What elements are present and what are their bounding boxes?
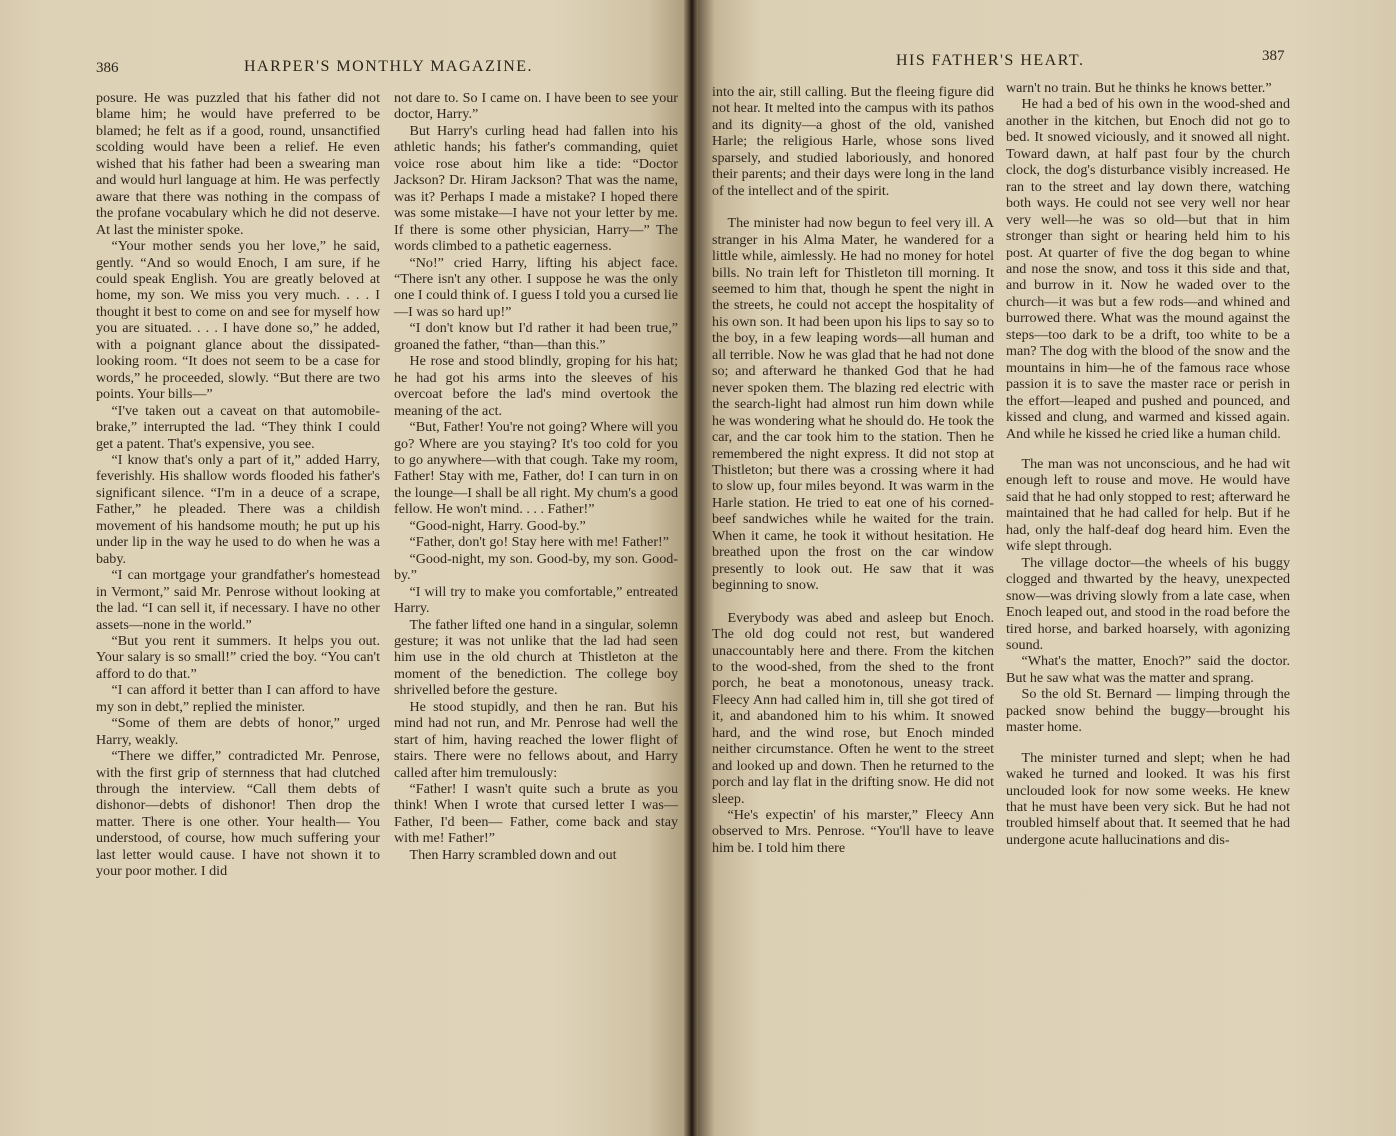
paragraph: Then Harry scrambled down and out <box>409 846 617 863</box>
paragraph: The man was not unconscious, and he had wit enough left to rouse and move. He would have said that he had only stopped to rest; afterward he maintained that he had called for help. But if he had, only the half-deaf dog heard him. Even the wife slept through. <box>1006 455 1290 555</box>
paragraph: “I can afford it better than I can afford to have my son in debt,” replied the minister. <box>96 682 380 715</box>
paragraph: not dare to. So I came on. I have been to see your doctor, Harry.” <box>394 90 678 123</box>
left-page <box>0 0 690 1136</box>
paragraph: But Harry's curling head had fallen into his athletic hands; his father's commanding, quiet voice rose about him like a tide: “Doctor Jackson? Dr. Hiram Jackson? That was the name, was it? Perhaps I made a mistake? I hoped there was some mistake—I have not your letter by me. If there is some other physician, Harry—” The words climbed to a pathetic eagerness. <box>394 122 678 255</box>
paragraph: “I will try to make you comfortable,” entreated Harry. <box>394 583 678 617</box>
book-gutter <box>684 0 698 1136</box>
paragraph: “I know that's only a part of it,” added Harry, feverishly. His shallow words flooded his father's significant silence. “I'm in a deuce of a scrape, Father,” he pleaded. There was a childish movement of his handsome mouth; he put up his under lip in the way he used to do when he was a baby. <box>96 451 380 567</box>
paragraph: “But you rent it summers. It helps you out. Your salary is so small!” cried the boy. “You can't afford to do that.” <box>96 632 380 682</box>
paragraph: The village doctor—the wheels of his buggy clogged and thwarted by the heavy, unexpected snow—was driving slowly from a late case, when Enoch leaped out, and stood in the road before the tired horse, and barked hoarsely, with agonizing sound. <box>1006 554 1290 653</box>
paragraph: The minister turned and slept; when he had waked he turned and looked. It was his first unclouded look for now some weeks. He knew that he must have been very sick. But he had not troubled himself about that. It seemed that he had undergone acute hallucinations and dis- <box>1006 749 1290 848</box>
paragraph: “I can mortgage your grandfather's homestead in Vermont,” said Mr. Penrose without looking at the lad. “I can sell it, if necessary. I have no other assets—none in the world.” <box>96 567 380 633</box>
running-head: HIS FATHER'S HEART. <box>896 52 1085 69</box>
paragraph: warn't no train. But he thinks he knows better.” <box>1006 80 1272 96</box>
paragraph: The father lifted one hand in a singular, solemn gesture; it was not unlike that the lad had seen him use in the old church at Thistleton at the moment of the benediction. The college boy shrivelled before the gesture. <box>394 616 678 699</box>
page-number: 387 <box>1262 48 1285 64</box>
right-page <box>690 0 1396 1136</box>
paragraph: “No!” cried Harry, lifting his abject face. “There isn't any other. I suppose he was the only one I could think of. I guess I told you a cursed lie—I was so hard up!” <box>394 254 678 320</box>
text-column <box>96 90 380 880</box>
paragraph: “Good-night, my son. Good-by, my son. Good-by.” <box>394 550 678 584</box>
text-column <box>394 90 678 863</box>
text-column <box>1006 80 1290 848</box>
paragraph: He rose and stood blindly, groping for his hat; he had got his arms into the sleeves of his overcoat before the lad's mind overtook the meaning of the act. <box>394 353 678 419</box>
paragraph: posure. He was puzzled that his father did not blame him; he would have preferred to be blamed; he felt as if a good, round, unsanctified scolding would have been a relief. He even wished that his father had been a swearing man and would hurl language at him. He was perfectly aware that there was nothing in the compass of the profane vocabulary which he did not deserve. At last the minister spoke. <box>96 90 380 238</box>
paragraph: “Father, don't go! Stay here with me! Father!” <box>409 534 669 551</box>
paragraph: “I've taken out a caveat on that automobile-brake,” interrupted the lad. “They think I could get a patent. That's expensive, you see. <box>96 402 380 452</box>
paragraph: So the old St. Bernard — limping through the packed snow behind the buggy—brought his master home. <box>1006 686 1290 736</box>
paragraph: “Some of them are debts of honor,” urged Harry, weakly. <box>96 715 380 748</box>
paragraph: He stood stupidly, and then he ran. But his mind had not run, and Mr. Penrose had well the start of him, having reached the lower flight of stairs. There were no fellows about, and Harry called after him tremulously: <box>394 698 678 781</box>
paragraph: “Father! I wasn't quite such a brute as you think! When I wrote that cursed letter I was— Father, I'd been— Father, come back and stay with me! Father!” <box>394 781 678 847</box>
paragraph: “There we differ,” contradicted Mr. Penrose, with the first grip of sternness that had clutched through the interview. “Call them debts of dishonor—debts of dishonor! Then drop the matter. There is one other. Your health— You understood, of course, how much suffering your last letter would cause. I have not shown it to your poor mother. I did <box>96 748 380 880</box>
text-column <box>712 84 994 856</box>
paragraph: Everybody was abed and asleep but Enoch. The old dog could not rest, but wandered unaccountably here and there. From the kitchen to the wood-shed, from the shed to the front porch, he beat a monotonous, uneasy track. Fleecy Ann had called him in, till she got tired of it, and abandoned him to his whim. It snowed hard, and the wind rose, but Enoch minded neither circumstance. Often he went to the street and looked up and down. Then he returned to the porch and lay flat in the drifting snow. He did not sleep. <box>712 609 994 807</box>
paragraph: “I don't know but I'd rather it had been true,” groaned the father, “than—than this.” <box>394 320 678 353</box>
paragraph: into the air, still calling. But the fleeing figure did not hear. It melted into the campus with its pathos and its dignity—a ghost of the old, vanished Harle; the religious Harle, whose sons lived sparsely, and studied laboriously, and honored their parents; and their days were long in the land of the intellect and of the spirit. <box>712 84 994 199</box>
page-number: 386 <box>96 60 119 76</box>
paragraph: “He's expectin' of his marster,” Fleecy Ann observed to Mrs. Penrose. “You'll have to leave him be. I told him there <box>712 807 994 856</box>
paragraph: The minister had now begun to feel very ill. A stranger in his Alma Mater, he wandered for a little while, aimlessly. He had no money for hotel bills. No train left for Thistleton till morning. It seemed to him that, though he spent the night in the streets, he could not accept the hospitality of his own son. It had been upon his lips to say so to the boy, in a few leaping words—all human and all terrible. Now he was glad that he had not done so; and afterward he thanked God that he had never spoken them. The blazing red electric with the search-light had almost run him down while he was wondering what he should do. He took the car, and the car took him to the station. Then he remembered the night express. It did not stop at Thistleton; but there was a crossing where it had to slow up, four miles beyond. It was warm in the Harle station. He tried to eat one of his corned-beef sandwiches while he waited for the train. When it came, he took it without hesitation. He breathed upon the frost on the car window presently to look out. He saw that it was beginning to snow. <box>712 215 994 594</box>
paragraph: “What's the matter, Enoch?” said the doctor. But he saw what was the matter and sprang. <box>1006 653 1290 686</box>
paragraph: He had a bed of his own in the wood-shed and another in the kitchen, but Enoch did not go to bed. It snowed viciously, and it snowed all night. Toward dawn, at half past four by the church clock, the dog's disturbance visibly increased. He ran to the street and lay down there, watching both ways. He could not see very well nor hear very well—he was so old—but that in him stronger than sight or hearing held him to his post. At quarter of five the dog began to whine and nose the snow, and toss it this side and that, and burrow in it. Now he waded over to the church—it was but a few rods—and whined and burrowed there. What was the mound against the steps—too dark to be a drift, too white to be a man? The dog with the blood of the snow and the mountains in him—he of the famous race whose passion it is to save the master race or perish in the effort—leaped and pushed and pounced, and kissed and clung, and warmed and kissed again. And while he kissed he cried like a human child. <box>1006 96 1290 442</box>
paragraph: “But, Father! You're not going? Where will you go? Where are you staying? It's too cold for you to go anywhere—with that cough. Take my room, Father! Stay with me, Father, do! I can turn in on the lounge—I shall be all right. My chum's a good fellow. He won't mind. . . . Father!” <box>394 419 678 518</box>
running-head: HARPER'S MONTHLY MAGAZINE. <box>244 58 534 75</box>
paragraph: “Your mother sends you her love,” he said, gently. “And so would Enoch, I am sure, if he could speak English. You are greatly beloved at home, my son. We miss you very much. . . . I thought it best to come on and see for myself how you are situated. . . . I have done so,” he added, with a poignant glance about the dissipated-looking room. “It does not seem to be a case for words,” he proceeded, slowly. “But there are two points. Your bills—” <box>96 238 380 403</box>
paragraph: “Good-night, Harry. Good-by.” <box>409 517 586 534</box>
